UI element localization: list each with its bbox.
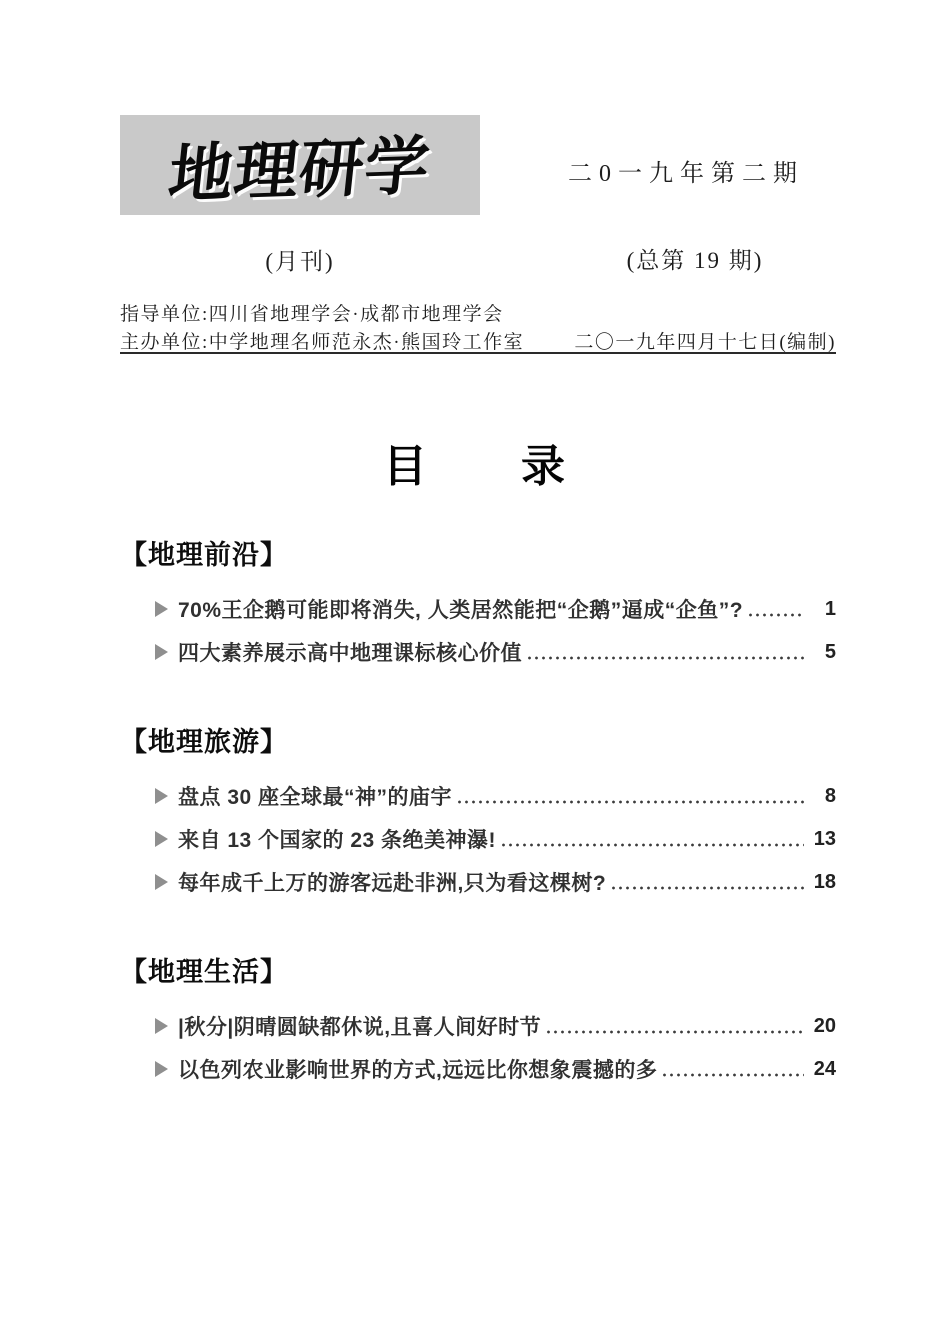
entry-page-number: 5 [824,640,836,663]
dot-leader [661,1054,804,1084]
entry-title: 盘点 30 座全球最“神”的庙宇 [178,786,453,809]
triangle-bullet-icon [155,874,168,890]
toc-section [120,955,836,1084]
triangle-bullet-icon [155,1061,168,1077]
host-unit-line: 主办单位:中学地理名师范永杰·熊国玲工作室 [120,332,525,353]
triangle-bullet-icon [155,831,168,847]
section-heading: 【地理前沿】 [120,540,288,570]
entry-page-number: 8 [824,784,836,807]
triangle-bullet-icon [155,644,168,660]
table-of-contents [120,538,836,1142]
entry-page-number: 18 [813,870,836,893]
total-issue-label: (总第 19 期) [626,248,764,273]
section-heading: 【地理生活】 [120,957,288,987]
triangle-bullet-icon [155,1018,168,1034]
toc-title: 目 录 [383,442,567,491]
dot-leader [747,594,804,624]
host-row [120,327,836,354]
entry-page-number: 24 [813,1057,836,1080]
toc-entry [155,867,836,897]
journal-logo-text: 地理研学 [164,129,434,213]
monthly-label: (月刊) [265,249,335,274]
header-divider [120,352,836,354]
compile-date: 二〇一九年四月十七日(编制) [574,332,836,353]
entry-page-number: 13 [813,827,836,850]
toc-entry [155,594,836,624]
guidance-unit-line: 指导单位:四川省地理学会·成都市地理学会 [120,304,504,325]
entry-page-number: 20 [813,1014,836,1037]
dot-leader [545,1011,804,1041]
issue-number: 二0一九年第二期 [568,161,804,187]
section-entries [120,781,836,897]
toc-entry [155,1054,836,1084]
dot-leader [610,867,804,897]
entry-title: 每年成千上万的游客远赴非洲,只为看这棵树? [178,872,607,895]
entry-title: 来自 13 个国家的 23 条绝美神瀑! [178,829,497,852]
entry-title: 四大素养展示高中地理课标核心价值 [178,642,522,665]
journal-logo [120,115,480,215]
toc-entry [155,781,836,811]
section-heading: 【地理旅游】 [120,727,288,757]
section-entries [120,1011,836,1084]
triangle-bullet-icon [155,788,168,804]
toc-section [120,725,836,897]
entry-page-number: 1 [824,597,836,620]
toc-entry [155,824,836,854]
toc-entry [155,1011,836,1041]
dot-leader [526,637,804,667]
entry-title: 以色列农业影响世界的方式,远远比你想象震撼的多 [178,1059,658,1082]
toc-section [120,538,836,667]
section-entries [120,594,836,667]
entry-title: |秋分|阴晴圆缺都休说,且喜人间好时节 [178,1016,542,1039]
dot-leader [500,824,804,854]
dot-leader [456,781,804,811]
triangle-bullet-icon [155,601,168,617]
entry-title: 70%王企鹅可能即将消失, 人类居然能把“企鹅”逼成“企鱼”? [178,599,744,622]
toc-entry [155,637,836,667]
